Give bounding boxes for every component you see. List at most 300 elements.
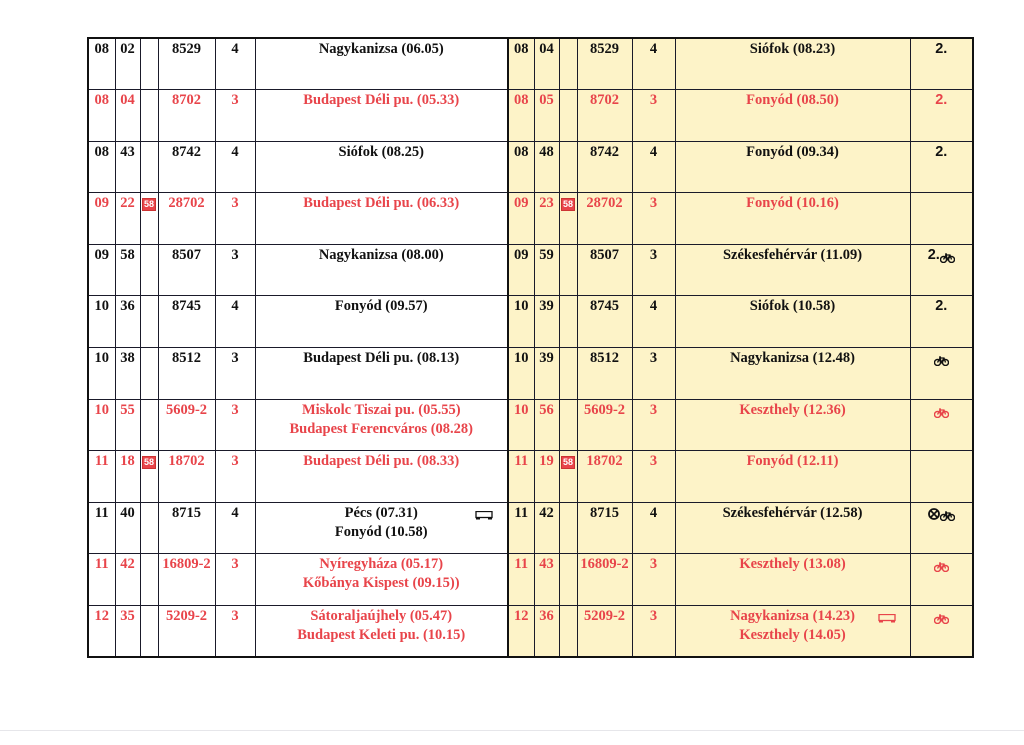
left-track-cell bbox=[215, 502, 255, 554]
right-train-number: 8702 bbox=[590, 92, 619, 109]
right-destination-line: Siófok (08.23) bbox=[749, 41, 836, 57]
left-train-number-cell bbox=[158, 554, 215, 606]
right-train-number: 8742 bbox=[590, 143, 619, 160]
right-hour-cell bbox=[508, 38, 534, 90]
left-destination-line: Nagykanizsa (06.05) bbox=[318, 41, 444, 57]
timetable-row bbox=[88, 193, 973, 245]
timetable-row bbox=[88, 244, 973, 296]
right-track-cell bbox=[632, 502, 675, 554]
left-hour-cell bbox=[88, 399, 115, 451]
right-track: 3 bbox=[649, 92, 658, 109]
left-destination-line: Budapest Ferencváros (08.28) bbox=[289, 420, 474, 437]
right-hour-cell bbox=[508, 244, 534, 296]
left-minute-cell bbox=[115, 399, 140, 451]
left-minute: 04 bbox=[120, 92, 135, 109]
class-label: 2. bbox=[935, 143, 948, 160]
right-minute-cell bbox=[534, 348, 559, 400]
left-train-number: 5209-2 bbox=[165, 608, 208, 625]
right-destination-line: Székesfehérvár (11.09) bbox=[722, 246, 863, 263]
right-destination-cell bbox=[675, 244, 910, 296]
left-train-number: 8715 bbox=[172, 504, 201, 521]
page-bottom-rule bbox=[0, 730, 1024, 731]
right-destination-line: Székesfehérvár (12.58) bbox=[722, 504, 863, 521]
right-minute-cell bbox=[534, 399, 559, 451]
left-destination-line: Kőbánya Kispest (09.15)) bbox=[302, 575, 460, 592]
left-train-number-cell bbox=[158, 244, 215, 296]
class-service-cell bbox=[910, 399, 973, 451]
left-track-cell bbox=[215, 90, 255, 142]
right-track: 4 bbox=[649, 143, 658, 160]
left-track: 4 bbox=[231, 41, 239, 57]
left-train-number-cell bbox=[158, 451, 215, 503]
left-hour: 08 bbox=[94, 143, 109, 160]
right-destination-cell bbox=[675, 502, 910, 554]
right-train-number-cell bbox=[577, 244, 632, 296]
right-minute: 04 bbox=[539, 41, 554, 57]
left-destination-cell bbox=[255, 244, 508, 296]
left-hour-cell bbox=[88, 348, 115, 400]
right-destination-line: Fonyód (10.16) bbox=[746, 195, 839, 212]
left-train-number-cell bbox=[158, 38, 215, 90]
left-track-cell bbox=[215, 399, 255, 451]
left-minute: 43 bbox=[120, 143, 135, 160]
right-badge-cell bbox=[559, 399, 577, 451]
left-hour-cell bbox=[88, 451, 115, 503]
right-train-number: 5609-2 bbox=[583, 401, 626, 418]
left-minute-cell bbox=[115, 90, 140, 142]
bicycle-icon bbox=[940, 508, 955, 518]
right-minute-cell bbox=[534, 554, 559, 606]
right-destination-cell bbox=[675, 451, 910, 503]
right-hour-cell bbox=[508, 296, 534, 348]
left-hour: 11 bbox=[94, 504, 109, 521]
right-track-cell bbox=[632, 296, 675, 348]
timetable-row bbox=[88, 399, 973, 451]
right-track: 3 bbox=[649, 350, 658, 367]
right-destination-cell bbox=[675, 90, 910, 142]
timetable-row bbox=[88, 90, 973, 142]
left-track: 3 bbox=[231, 556, 239, 573]
right-destination-cell bbox=[675, 554, 910, 606]
left-track-cell bbox=[215, 451, 255, 503]
right-track: 3 bbox=[649, 608, 658, 625]
right-hour-cell bbox=[508, 502, 534, 554]
left-destination-line: Budapest Déli pu. (05.33) bbox=[303, 92, 460, 109]
right-destination-cell bbox=[675, 399, 910, 451]
right-hour: 08 bbox=[514, 143, 529, 160]
left-train-number-cell bbox=[158, 606, 215, 658]
right-badge-cell bbox=[559, 502, 577, 554]
left-train-number-cell bbox=[158, 399, 215, 451]
class-service-cell bbox=[910, 141, 973, 193]
timetable-row bbox=[88, 451, 973, 503]
right-destination-cell bbox=[675, 141, 910, 193]
left-destination-cell bbox=[255, 38, 508, 90]
left-destination-cell bbox=[255, 399, 508, 451]
right-track-cell bbox=[632, 244, 675, 296]
left-badge-cell bbox=[140, 296, 158, 348]
right-hour: 08 bbox=[514, 92, 529, 109]
class-service-cell bbox=[910, 296, 973, 348]
left-destination-line: Miskolc Tiszai pu. (05.55) bbox=[301, 401, 461, 418]
left-destination-line: Siófok (08.25) bbox=[338, 143, 424, 160]
left-minute-cell bbox=[115, 244, 140, 296]
bicycle-icon bbox=[940, 250, 955, 260]
class-label: 2. bbox=[935, 92, 948, 109]
no-bicycle-reservation-icon bbox=[928, 507, 940, 519]
right-track: 3 bbox=[649, 453, 658, 470]
right-track-cell bbox=[632, 399, 675, 451]
right-destination-cell bbox=[675, 296, 910, 348]
left-train-number: 28702 bbox=[168, 195, 205, 212]
left-destination-line: Fonyód (10.58) bbox=[334, 523, 428, 540]
left-destination-line: Budapest Déli pu. (08.33) bbox=[303, 453, 460, 470]
left-minute: 02 bbox=[120, 41, 135, 57]
left-train-number: 16809-2 bbox=[162, 556, 211, 573]
left-minute-cell bbox=[115, 193, 140, 245]
right-train-number: 8529 bbox=[590, 41, 619, 57]
class-service-cell bbox=[910, 606, 973, 658]
right-hour: 08 bbox=[514, 41, 529, 57]
left-hour: 12 bbox=[94, 608, 109, 625]
class-label: 2. bbox=[935, 41, 948, 57]
left-hour-cell bbox=[88, 244, 115, 296]
right-destination-cell bbox=[675, 606, 910, 658]
right-train-number: 18702 bbox=[586, 453, 623, 470]
left-badge-cell bbox=[140, 244, 158, 296]
right-minute-cell bbox=[534, 606, 559, 658]
class-service-cell bbox=[910, 554, 973, 606]
right-track-cell bbox=[632, 606, 675, 658]
left-hour-cell bbox=[88, 38, 115, 90]
bicycle-icon bbox=[934, 353, 949, 363]
left-hour: 10 bbox=[94, 401, 109, 418]
right-minute: 56 bbox=[539, 401, 554, 418]
right-minute: 43 bbox=[539, 556, 554, 573]
right-hour-cell bbox=[508, 193, 534, 245]
class-service-cell bbox=[910, 90, 973, 142]
right-train-number-cell bbox=[577, 193, 632, 245]
right-minute-cell bbox=[534, 502, 559, 554]
right-badge-cell bbox=[559, 141, 577, 193]
left-minute: 55 bbox=[120, 401, 135, 418]
right-minute: 36 bbox=[539, 608, 554, 625]
left-minute-cell bbox=[115, 451, 140, 503]
left-hour: 09 bbox=[94, 246, 109, 263]
left-destination-cell bbox=[255, 90, 508, 142]
left-hour: 11 bbox=[94, 556, 109, 573]
right-hour: 10 bbox=[514, 350, 529, 367]
right-badge-cell bbox=[559, 451, 577, 503]
left-train-number-cell bbox=[158, 296, 215, 348]
right-train-number-cell bbox=[577, 399, 632, 451]
restriction-badge: 58 bbox=[143, 199, 154, 210]
right-destination-line: Keszthely (12.36) bbox=[739, 401, 846, 418]
right-minute: 59 bbox=[539, 246, 554, 263]
right-hour: 11 bbox=[514, 556, 529, 573]
left-destination-line: Fonyód (09.57) bbox=[334, 298, 428, 315]
right-track: 3 bbox=[649, 246, 658, 263]
right-hour-cell bbox=[508, 606, 534, 658]
bicycle-icon bbox=[934, 559, 949, 569]
left-train-number: 8702 bbox=[172, 92, 201, 109]
left-minute-cell bbox=[115, 606, 140, 658]
right-destination-cell bbox=[675, 348, 910, 400]
right-badge-cell bbox=[559, 296, 577, 348]
right-track-cell bbox=[632, 554, 675, 606]
left-track-cell bbox=[215, 606, 255, 658]
left-track: 3 bbox=[231, 401, 239, 418]
left-destination-line: Budapest Déli pu. (08.13) bbox=[303, 350, 460, 367]
right-destination-line: Fonyód (08.50) bbox=[746, 92, 839, 109]
right-train-number: 8512 bbox=[590, 350, 619, 367]
right-train-number: 8507 bbox=[590, 246, 619, 263]
left-minute-cell bbox=[115, 296, 140, 348]
left-destination-line: Budapest Déli pu. (06.33) bbox=[303, 195, 460, 212]
right-minute: 05 bbox=[539, 92, 554, 109]
left-badge-cell bbox=[140, 193, 158, 245]
right-track: 4 bbox=[649, 504, 658, 521]
right-destination-cell bbox=[675, 193, 910, 245]
through-coach-icon bbox=[475, 507, 493, 516]
left-badge-cell bbox=[140, 451, 158, 503]
right-badge-cell bbox=[559, 554, 577, 606]
left-hour: 08 bbox=[94, 92, 109, 109]
left-badge-cell bbox=[140, 348, 158, 400]
restriction-badge: 58 bbox=[143, 457, 154, 468]
left-train-number-cell bbox=[158, 141, 215, 193]
right-minute: 39 bbox=[539, 350, 554, 367]
left-train-number: 18702 bbox=[168, 453, 205, 470]
left-destination-cell bbox=[255, 296, 508, 348]
left-minute-cell bbox=[115, 38, 140, 90]
left-destination-cell bbox=[255, 554, 508, 606]
left-badge-cell bbox=[140, 502, 158, 554]
left-track-cell bbox=[215, 348, 255, 400]
left-train-number: 8512 bbox=[172, 350, 201, 367]
class-service-cell bbox=[910, 38, 973, 90]
restriction-badge: 58 bbox=[562, 457, 573, 468]
right-train-number-cell bbox=[577, 348, 632, 400]
right-track-cell bbox=[632, 348, 675, 400]
left-badge-cell bbox=[140, 38, 158, 90]
right-track: 3 bbox=[649, 401, 658, 418]
left-train-number: 8742 bbox=[172, 143, 201, 160]
class-label: 2. bbox=[935, 298, 948, 315]
right-hour: 10 bbox=[514, 298, 529, 315]
left-track: 3 bbox=[231, 453, 239, 470]
left-minute-cell bbox=[115, 502, 140, 554]
left-track-cell bbox=[215, 554, 255, 606]
right-track: 4 bbox=[649, 41, 658, 57]
right-hour: 09 bbox=[514, 246, 529, 263]
left-hour-cell bbox=[88, 193, 115, 245]
right-hour: 10 bbox=[514, 401, 529, 418]
left-minute-cell bbox=[115, 348, 140, 400]
left-destination-line: Budapest Keleti pu. (10.15) bbox=[297, 627, 466, 644]
timetable-row bbox=[88, 502, 973, 554]
left-track: 4 bbox=[231, 298, 239, 315]
right-track-cell bbox=[632, 90, 675, 142]
right-badge-cell bbox=[559, 38, 577, 90]
left-destination-cell bbox=[255, 141, 508, 193]
left-hour-cell bbox=[88, 502, 115, 554]
right-train-number-cell bbox=[577, 141, 632, 193]
right-train-number: 8745 bbox=[590, 298, 619, 315]
timetable-row bbox=[88, 38, 973, 90]
right-minute-cell bbox=[534, 90, 559, 142]
left-minute: 18 bbox=[120, 453, 135, 470]
right-minute: 19 bbox=[539, 453, 554, 470]
left-train-number-cell bbox=[158, 193, 215, 245]
timetable-row bbox=[88, 296, 973, 348]
timetable-row bbox=[88, 348, 973, 400]
left-hour-cell bbox=[88, 90, 115, 142]
left-hour-cell bbox=[88, 554, 115, 606]
left-destination-cell bbox=[255, 606, 508, 658]
class-service-cell bbox=[910, 244, 973, 296]
left-minute: 38 bbox=[120, 350, 135, 367]
timetable-row bbox=[88, 554, 973, 606]
right-train-number-cell bbox=[577, 606, 632, 658]
left-train-number: 8507 bbox=[172, 246, 201, 263]
left-minute: 35 bbox=[120, 608, 135, 625]
right-minute: 39 bbox=[539, 298, 554, 315]
class-service-cell bbox=[910, 502, 973, 554]
left-badge-cell bbox=[140, 399, 158, 451]
right-hour: 11 bbox=[514, 453, 529, 470]
right-hour: 12 bbox=[514, 608, 529, 625]
timetable-row bbox=[88, 606, 973, 658]
right-minute-cell bbox=[534, 451, 559, 503]
right-hour-cell bbox=[508, 554, 534, 606]
left-destination-line: Nyíregyháza (05.17) bbox=[319, 556, 444, 573]
right-destination-line: Nagykanizsa (14.23) bbox=[730, 608, 855, 625]
left-train-number: 8745 bbox=[172, 298, 201, 315]
left-hour-cell bbox=[88, 141, 115, 193]
left-train-number-cell bbox=[158, 90, 215, 142]
right-badge-cell bbox=[559, 193, 577, 245]
right-track-cell bbox=[632, 451, 675, 503]
right-train-number-cell bbox=[577, 451, 632, 503]
left-hour: 08 bbox=[94, 41, 109, 57]
timetable bbox=[87, 37, 974, 658]
left-track: 3 bbox=[231, 350, 239, 367]
timetable-row bbox=[88, 141, 973, 193]
right-minute-cell bbox=[534, 38, 559, 90]
left-minute-cell bbox=[115, 141, 140, 193]
left-track-cell bbox=[215, 244, 255, 296]
left-train-number-cell bbox=[158, 348, 215, 400]
right-badge-cell bbox=[559, 244, 577, 296]
left-track: 3 bbox=[231, 92, 239, 109]
left-hour: 11 bbox=[94, 453, 109, 470]
right-train-number-cell bbox=[577, 502, 632, 554]
right-hour-cell bbox=[508, 141, 534, 193]
right-train-number: 8715 bbox=[590, 504, 619, 521]
left-destination-line: Nagykanizsa (08.00) bbox=[318, 246, 444, 263]
left-track: 4 bbox=[231, 143, 239, 160]
right-destination-line: Fonyód (09.34) bbox=[746, 143, 839, 160]
class-service-cell bbox=[910, 451, 973, 503]
left-destination-line: Pécs (07.31) bbox=[344, 504, 418, 521]
restriction-badge: 58 bbox=[562, 199, 573, 210]
left-track-cell bbox=[215, 38, 255, 90]
right-minute-cell bbox=[534, 296, 559, 348]
class-label: 2. bbox=[927, 246, 940, 263]
right-train-number: 16809-2 bbox=[580, 556, 629, 573]
through-coach-icon bbox=[878, 610, 896, 619]
right-hour-cell bbox=[508, 399, 534, 451]
right-train-number-cell bbox=[577, 90, 632, 142]
right-track-cell bbox=[632, 193, 675, 245]
left-hour: 09 bbox=[94, 195, 109, 212]
right-destination-line: Nagykanizsa (12.48) bbox=[730, 350, 855, 367]
left-destination-cell bbox=[255, 502, 508, 554]
left-track: 3 bbox=[231, 246, 239, 263]
left-hour: 10 bbox=[94, 350, 109, 367]
left-hour: 10 bbox=[94, 298, 109, 315]
left-train-number: 5609-2 bbox=[165, 401, 208, 418]
left-destination-cell bbox=[255, 348, 508, 400]
right-track: 3 bbox=[649, 556, 658, 573]
right-train-number-cell bbox=[577, 554, 632, 606]
bicycle-icon bbox=[934, 611, 949, 621]
right-minute: 48 bbox=[539, 143, 554, 160]
right-badge-cell bbox=[559, 606, 577, 658]
class-service-cell bbox=[910, 193, 973, 245]
left-track-cell bbox=[215, 193, 255, 245]
right-train-number: 5209-2 bbox=[583, 608, 626, 625]
class-service-cell bbox=[910, 348, 973, 400]
left-hour-cell bbox=[88, 296, 115, 348]
timetable-body bbox=[88, 38, 973, 657]
left-minute: 58 bbox=[120, 246, 135, 263]
right-track-cell bbox=[632, 141, 675, 193]
right-destination-line: Siófok (10.58) bbox=[749, 298, 836, 315]
right-destination-line: Keszthely (13.08) bbox=[739, 556, 846, 573]
right-minute: 42 bbox=[539, 504, 554, 521]
left-train-number-cell bbox=[158, 502, 215, 554]
right-destination-cell bbox=[675, 38, 910, 90]
right-train-number-cell bbox=[577, 38, 632, 90]
left-minute: 36 bbox=[120, 298, 135, 315]
left-track-cell bbox=[215, 296, 255, 348]
left-minute: 40 bbox=[120, 504, 135, 521]
right-destination-line: Keszthely (14.05) bbox=[739, 627, 846, 644]
left-minute-cell bbox=[115, 554, 140, 606]
right-hour: 09 bbox=[514, 195, 529, 212]
right-track-cell bbox=[632, 38, 675, 90]
right-hour-cell bbox=[508, 348, 534, 400]
left-minute: 42 bbox=[120, 556, 135, 573]
right-track: 3 bbox=[649, 195, 658, 212]
right-minute: 23 bbox=[539, 195, 554, 212]
left-destination-cell bbox=[255, 451, 508, 503]
left-badge-cell bbox=[140, 606, 158, 658]
right-hour-cell bbox=[508, 90, 534, 142]
left-hour-cell bbox=[88, 606, 115, 658]
left-track: 4 bbox=[231, 504, 239, 521]
right-train-number-cell bbox=[577, 296, 632, 348]
left-badge-cell bbox=[140, 90, 158, 142]
left-track-cell bbox=[215, 141, 255, 193]
right-hour: 11 bbox=[514, 504, 529, 521]
right-train-number: 28702 bbox=[586, 195, 623, 212]
left-minute: 22 bbox=[120, 195, 135, 212]
left-train-number: 8529 bbox=[172, 41, 201, 57]
left-badge-cell bbox=[140, 141, 158, 193]
